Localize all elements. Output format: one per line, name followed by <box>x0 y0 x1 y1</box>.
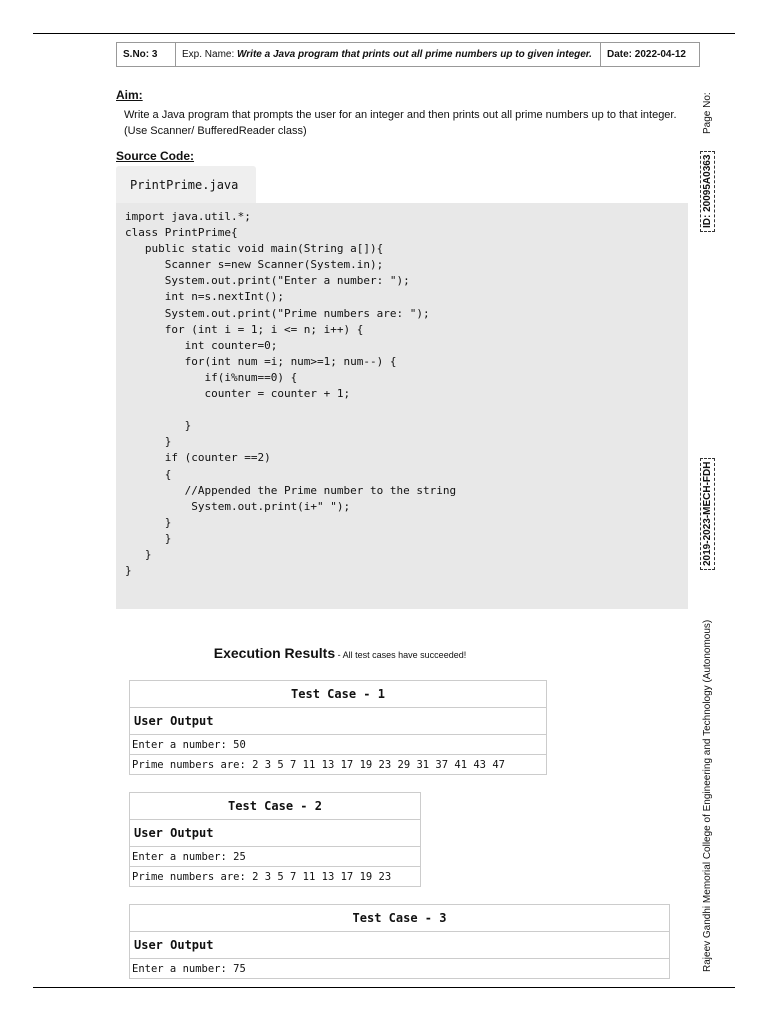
source-code-heading: Source Code: <box>116 149 195 163</box>
serial-number: S.No: 3 <box>117 43 176 66</box>
top-rule <box>33 33 735 34</box>
aim-text: Write a Java program that prompts the user for an integer and then prints out all prime numbers up to that integer. (Use Scanner/ BufferedReader class) <box>124 109 677 137</box>
experiment-name-value: Write a Java program that prints out all prime numbers up to given integer. <box>237 49 592 60</box>
batch-wrap <box>702 458 713 570</box>
experiment-name-prefix: Exp. Name: <box>182 49 235 60</box>
test-case-header: User Output <box>130 820 421 847</box>
code-block <box>116 203 688 609</box>
test-case-title: Test Case - 1 <box>130 681 547 708</box>
batch-code: 2019-2023-MECH-FDH <box>700 458 715 570</box>
test-case-line: Enter a number: 50 <box>130 735 547 755</box>
student-id-wrap <box>702 151 713 232</box>
test-case-line: Prime numbers are: 2 3 5 7 11 13 17 19 23 29 31 37 41 43 47 <box>130 755 547 775</box>
execution-results-heading: Execution Results <box>213 645 336 661</box>
execution-results-status: - All test cases have succeeded! <box>335 650 467 660</box>
test-case-title: Test Case - 2 <box>130 793 421 820</box>
bottom-rule <box>33 987 735 988</box>
test-case-table <box>129 904 670 979</box>
test-case-header: User Output <box>130 708 547 735</box>
test-case-table <box>129 680 547 775</box>
page-number-label: Page No: <box>702 92 713 134</box>
test-case-line: Prime numbers are: 2 3 5 7 11 13 17 19 23 <box>130 867 421 887</box>
execution-results-title <box>0 645 680 663</box>
aim-heading: Aim: <box>116 88 143 102</box>
test-case-line: Enter a number: 25 <box>130 847 421 867</box>
source-code: import java.util.*; class PrintPrime{ public static void main(String a[]){ Scanner s=new Scanner(System.in); System.out.print("Enter a number: "); int n=s.nextInt(); System.out.print("Prime numbers are: "); for (int i = 1; i <= n; i++) { int counter=0; for(int num =i; num>=1; num--) { if(i%num==0) { counter = counter + 1; } } if (counter ==2) { //Appended the Prime number to the string System.out.print(i+" "); } } } } <box>125 210 457 578</box>
student-id: ID: 20095A0363 <box>700 151 715 232</box>
experiment-header <box>116 42 700 67</box>
experiment-name <box>176 43 601 66</box>
file-tab[interactable]: PrintPrime.java <box>116 166 256 203</box>
test-case-header: User Output <box>130 932 670 959</box>
experiment-date: Date: 2022-04-12 <box>607 49 686 60</box>
test-case-table <box>129 792 421 887</box>
test-case-title: Test Case - 3 <box>130 905 670 932</box>
college-name: Rajeev Gandhi Memorial College of Engineering and Technology (Autonomous) <box>702 619 713 972</box>
test-case-line: Enter a number: 75 <box>130 959 670 979</box>
